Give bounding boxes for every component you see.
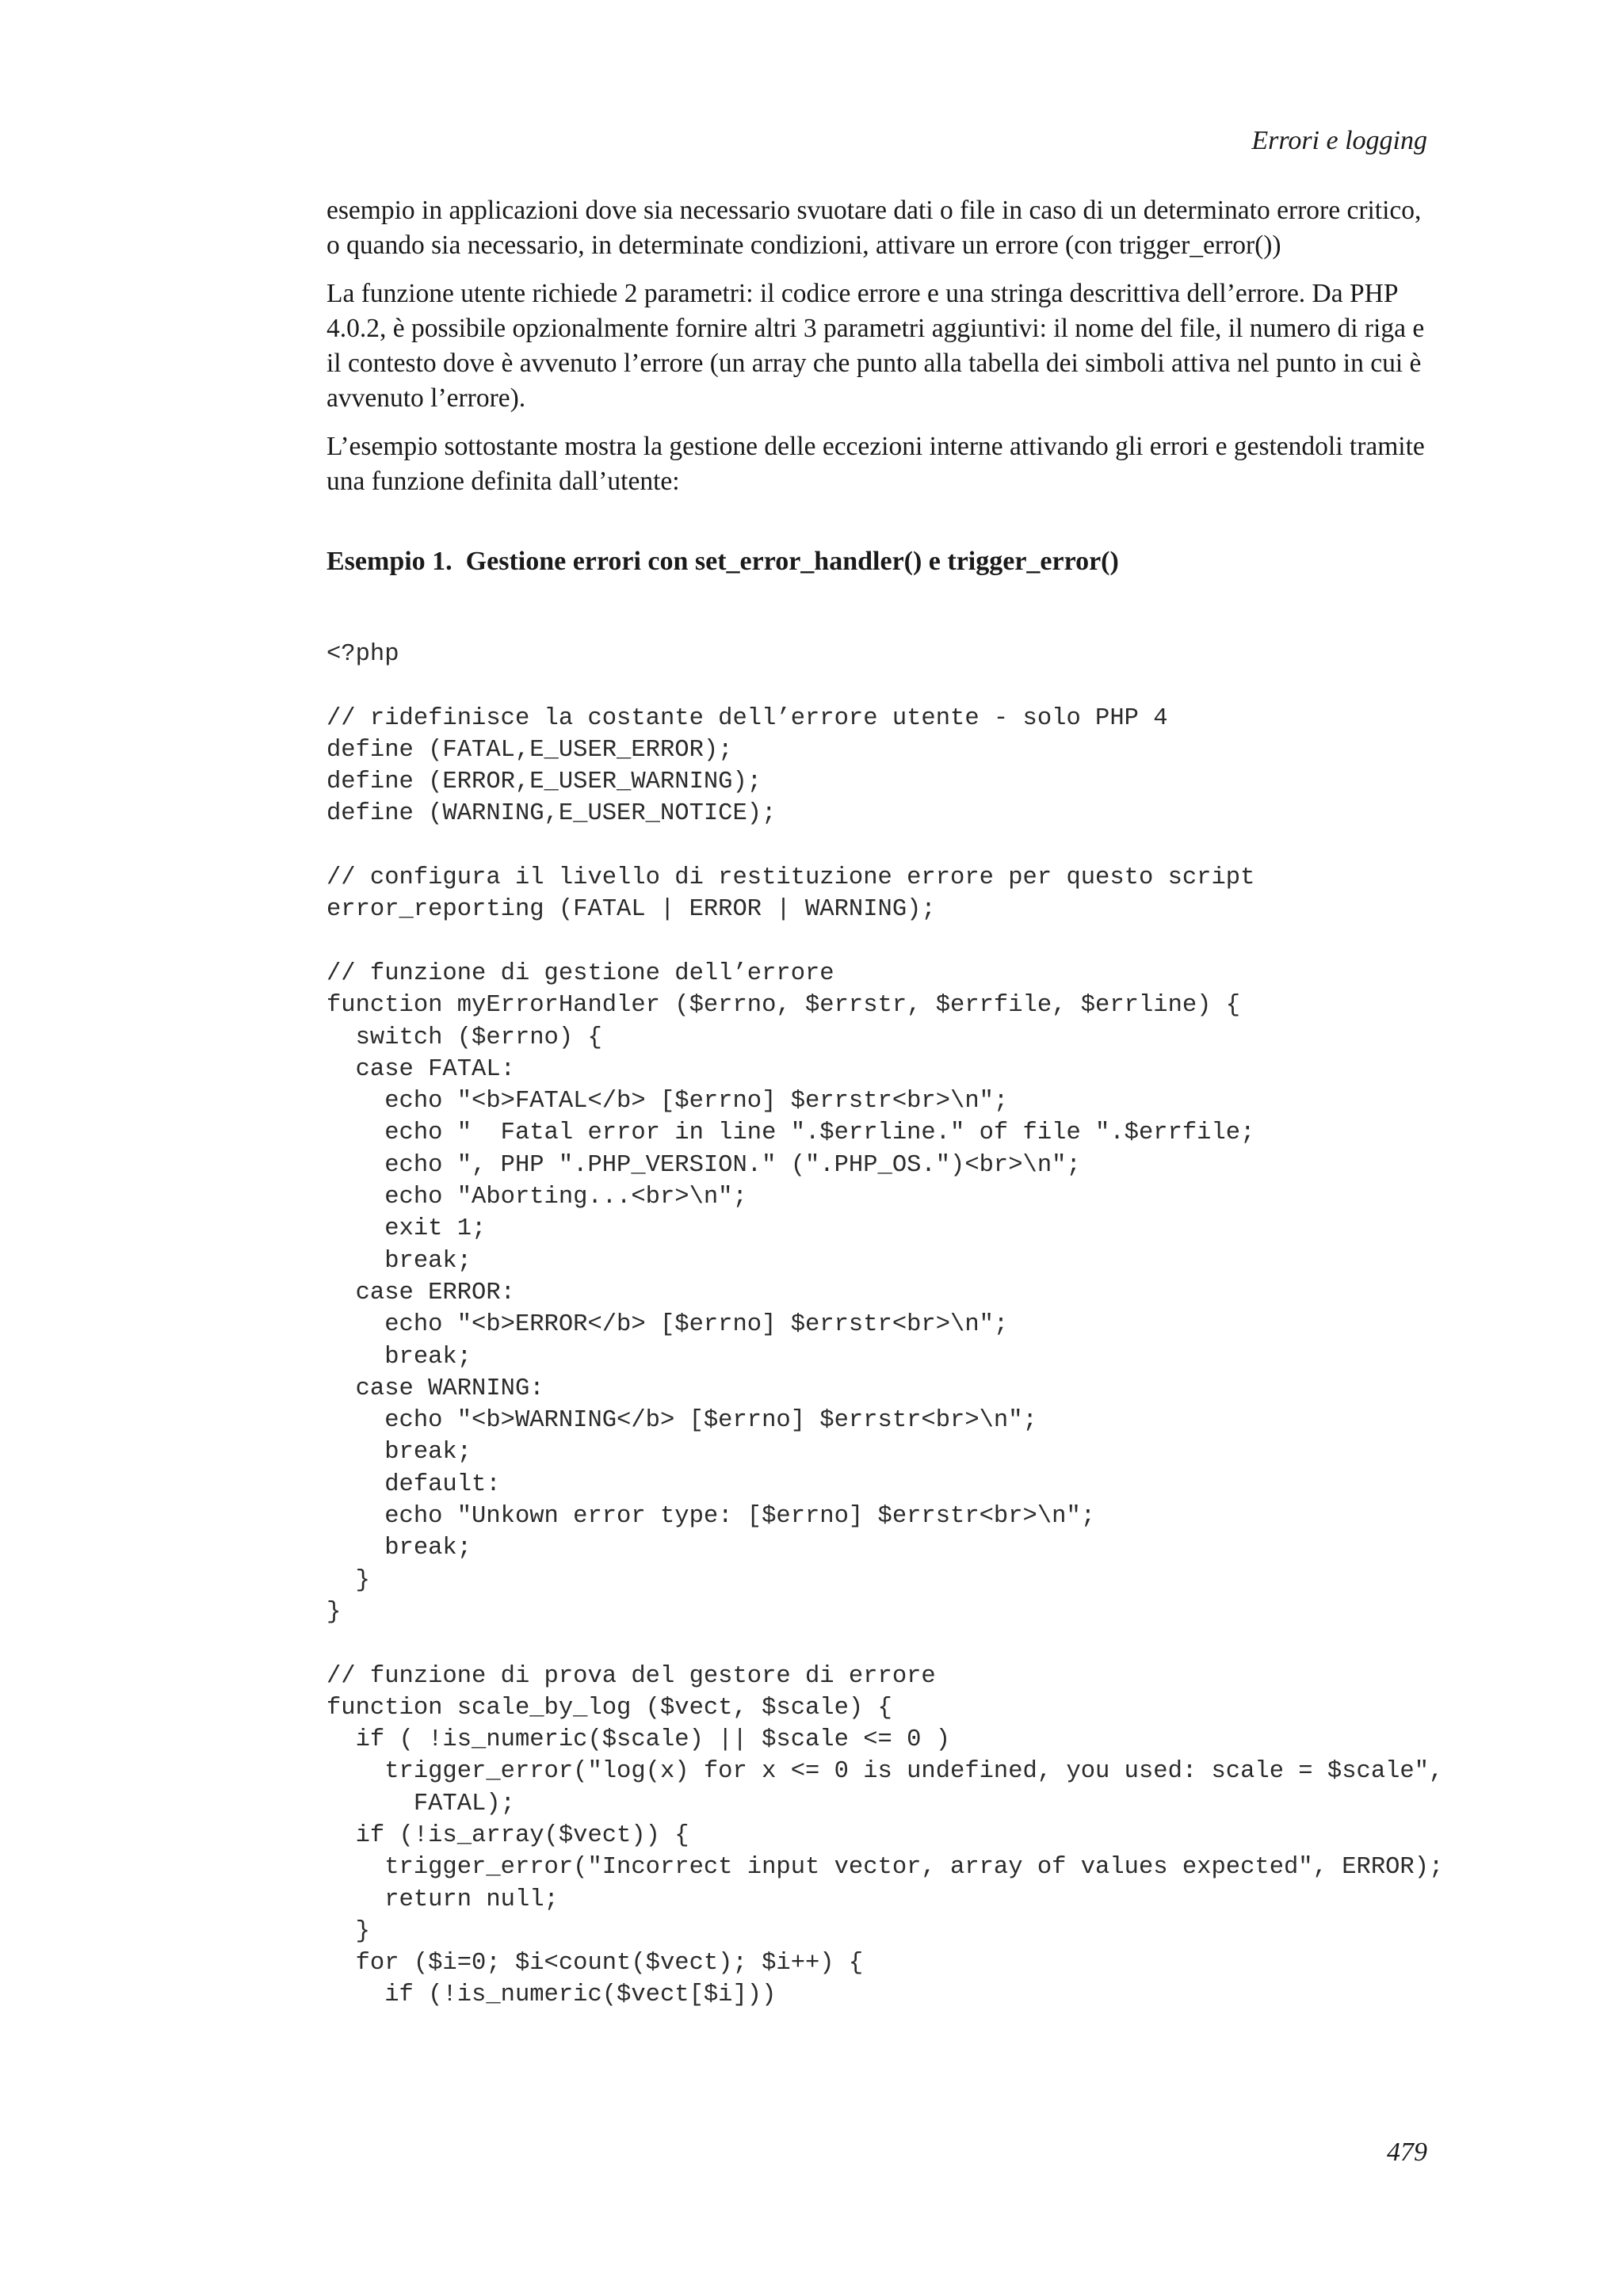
code-line: if ( !is_numeric($scale) || $scale <= 0 ) (327, 1726, 951, 1754)
code-line: } (327, 1566, 370, 1594)
code-line: echo "<b>FATAL</b> [$errno] $errstr<br>\n"; (327, 1088, 1009, 1116)
body-text (327, 193, 1436, 513)
code-line: trigger_error("log(x) for x <= 0 is undefined, you used: scale = $scale", (327, 1758, 1444, 1786)
code-line (327, 670, 1443, 702)
example-title: Esempio 1. Gestione errori con set_error_handler() e trigger_error() (327, 547, 1119, 576)
code-line: exit 1; (327, 1215, 487, 1243)
code-line: if (!is_array($vect)) { (327, 1821, 689, 1849)
code-line: for ($i=0; $i<count($vect); $i++) { (327, 1950, 864, 1978)
code-line: break; (327, 1535, 472, 1562)
running-header: Errori e logging (1251, 126, 1427, 155)
code-line: <?php (327, 641, 399, 668)
code-line: define (ERROR,E_USER_WARNING); (327, 769, 762, 796)
code-line: error_reporting (FATAL | ERROR | WARNING); (327, 896, 936, 924)
code-line: // funzione di prova del gestore di errore (327, 1662, 936, 1690)
paragraph: esempio in applicazioni dove sia necessario svuotare dati o file in caso di un determinato errore critico, o quando sia necessario, in determinate condizioni, attivare un errore (con trigger_error()) (327, 196, 1422, 260)
code-line: break; (327, 1439, 472, 1466)
code-line: // funzione di gestione dell’errore (327, 959, 834, 987)
code-line: echo "Aborting...<br>\n"; (327, 1184, 747, 1211)
code-line: trigger_error("Incorrect input vector, array of values expected", ERROR); (327, 1854, 1444, 1882)
code-line: FATAL); (327, 1790, 515, 1817)
code-line: define (WARNING,E_USER_NOTICE); (327, 800, 777, 828)
code-line: echo "<b>WARNING</b> [$errno] $errstr<br>\n"; (327, 1407, 1037, 1435)
code-line: switch ($errno) { (327, 1024, 602, 1051)
code-line: if (!is_numeric($vect[$i])) (327, 1981, 777, 2009)
code-line: echo ", PHP ".PHP_VERSION." (".PHP_OS.")<br>\n"; (327, 1151, 1081, 1179)
code-block (327, 639, 1443, 2012)
code-line: return null; (327, 1886, 559, 1913)
code-line (327, 830, 1443, 862)
code-line: break; (327, 1247, 472, 1275)
code-line: default: (327, 1470, 501, 1498)
code-line (327, 926, 1443, 958)
code-line: function myErrorHandler ($errno, $errstr, $errfile, $errline) { (327, 992, 1241, 1020)
code-line (327, 1628, 1443, 1660)
code-line: case FATAL: (327, 1055, 515, 1083)
code-line: // configura il livello di restituzione errore per questo script (327, 864, 1255, 892)
code-line: case WARNING: (327, 1375, 544, 1402)
code-line: // ridefinisce la costante dell’errore utente - solo PHP 4 (327, 704, 1168, 732)
paragraph: L’esempio sottostante mostra la gestione delle eccezioni interne attivando gli errori e gestendoli tramite una funzione definita dall’utente: (327, 432, 1425, 496)
code-line: echo "<b>ERROR</b> [$errno] $errstr<br>\n"; (327, 1311, 1009, 1339)
code-line: function scale_by_log ($vect, $scale) { (327, 1694, 892, 1722)
code-line: echo "Unkown error type: [$errno] $errstr<br>\n"; (327, 1503, 1096, 1531)
code-line: echo " Fatal error in line ".$errline." of file ".$errfile; (327, 1119, 1255, 1147)
code-line: break; (327, 1343, 472, 1371)
code-line: case ERROR: (327, 1279, 515, 1306)
code-line: } (327, 1917, 370, 1945)
code-line: define (FATAL,E_USER_ERROR); (327, 736, 733, 764)
code-line: } (327, 1598, 342, 1626)
paragraph: La funzione utente richiede 2 parametri: il codice errore e una stringa descrittiva dell’errore. Da PHP 4.0.2, è possibile opzionalmente fornire altri 3 parametri aggiuntivi: il nome del file, il numero di riga e il contesto dove è avvenuto l’errore (un array che punto alla tabella dei simboli attiva nel punto in cui è avvenuto l’errore). (327, 279, 1425, 413)
page-number: 479 (1387, 2138, 1427, 2167)
